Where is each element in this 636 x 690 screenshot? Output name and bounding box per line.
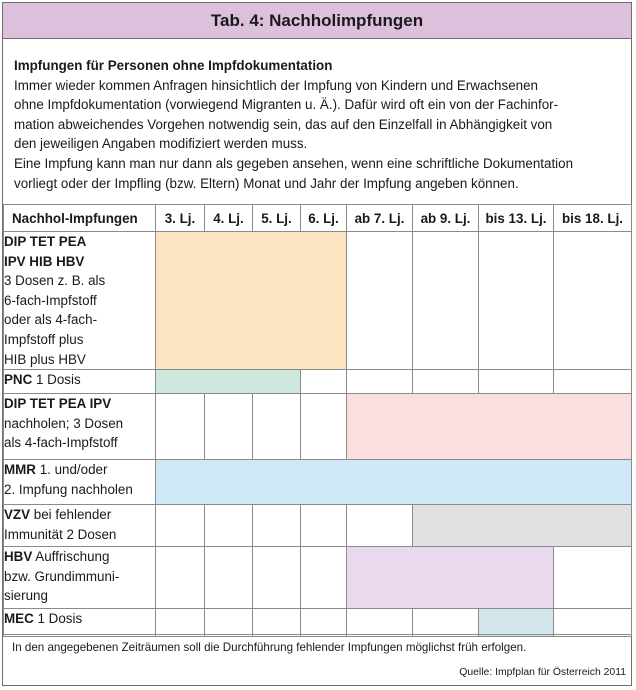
empty-cell: [253, 505, 301, 547]
row-label-first-line: [4, 370, 155, 390]
empty-cell: [479, 370, 554, 394]
empty-cell: [301, 370, 347, 394]
row-label-line: oder als 4-fach-: [4, 312, 98, 328]
table-row: [4, 370, 632, 394]
empty-cell: [156, 505, 205, 547]
row-label-vaccine: MEC: [4, 611, 34, 627]
empty-cell: [413, 370, 479, 394]
row-label-bold: DIP TET PEA IPV: [4, 396, 112, 412]
recommended-period-cell: [156, 460, 632, 505]
empty-cell: [156, 609, 205, 637]
table-row: [4, 505, 632, 547]
footnote-divider: [3, 634, 631, 635]
source-note: Quelle: Impfplan für Österreich 2011: [459, 667, 626, 678]
row-label-cell: [4, 394, 156, 460]
table-row: [4, 609, 632, 637]
header-cell-age: bis 13. Lj.: [479, 205, 554, 232]
row-label-line: Immunität 2 Dosen: [4, 526, 117, 542]
empty-cell: [301, 547, 347, 609]
empty-cell: [554, 547, 632, 609]
row-label-cell: [4, 547, 156, 609]
row-label-first-line: [4, 460, 155, 480]
recommended-period-cell: [156, 232, 347, 370]
empty-cell: [347, 232, 413, 370]
empty-cell: [205, 547, 253, 609]
row-label-cell: [4, 370, 156, 394]
table-body: [4, 232, 632, 637]
row-label-vaccine: MMR: [4, 462, 36, 478]
header-cell-age: 3. Lj.: [156, 205, 205, 232]
empty-cell: [301, 609, 347, 637]
header-cell-age: ab 9. Lj.: [413, 205, 479, 232]
empty-cell: [413, 609, 479, 637]
empty-cell: [554, 232, 632, 370]
empty-cell: [413, 232, 479, 370]
table-row: [4, 232, 632, 370]
row-label-line: nachholen; 3 Dosen: [4, 415, 124, 431]
intro-line: mation abweichendes Vorgehen notwendig sein, das auf den Einzelfall in Abhängigkeit von: [14, 116, 553, 132]
row-label-bold: DIP TET PEA: [4, 234, 87, 249]
row-label-line: bzw. Grundimmuni-: [4, 568, 120, 584]
row-label-first-line: [4, 609, 155, 629]
intro-heading: Impfungen für Personen ohne Impfdokumentation: [14, 58, 333, 73]
row-label-first-line: [4, 505, 155, 525]
header-cell-age: 5. Lj.: [253, 205, 301, 232]
intro-section: [14, 56, 626, 193]
empty-cell: [554, 370, 632, 394]
row-label-cell: [4, 505, 156, 547]
header-cell-label: Nachhol-Impfungen: [4, 205, 156, 232]
empty-cell: [156, 547, 205, 609]
recommended-period-cell: [479, 609, 554, 637]
row-label-line: 6-fach-Impfstoff: [4, 292, 97, 308]
row-label-text: 1 Dosis: [33, 611, 83, 627]
intro-line: Immer wieder kommen Anfragen hinsichtlich der Impfung von Kindern und Erwachsenen: [14, 77, 538, 93]
empty-cell: [205, 394, 253, 460]
empty-cell: [479, 232, 554, 370]
empty-cell: [347, 609, 413, 637]
empty-cell: [347, 505, 413, 547]
row-label-text: bei fehlender: [30, 507, 112, 523]
table-row: [4, 547, 632, 609]
intro-line: ohne Impfdokumentation (vorwiegend Migranten u. Ä.). Dafür wird oft ein von der Fachinfor-: [14, 97, 559, 113]
row-label-bold: IPV HIB HBV: [4, 253, 85, 269]
table-row: [4, 460, 632, 505]
row-label-line: HIB plus HBV: [4, 351, 86, 367]
recommended-period-cell: [156, 370, 301, 394]
header-cell-age: 6. Lj.: [301, 205, 347, 232]
row-label-text: 1 Dosis: [32, 372, 81, 388]
empty-cell: [554, 609, 632, 637]
row-label-line: als 4-fach-Impfstoff: [4, 435, 118, 451]
header-row: [4, 205, 632, 232]
row-label-first-line: [4, 547, 155, 567]
row-label-text: 1. und/oder: [35, 462, 108, 478]
table-row: [4, 394, 632, 460]
page-title: Tab. 4: Nachholimpfungen: [210, 10, 424, 30]
empty-cell: [205, 505, 253, 547]
row-label-line: 3 Dosen z. B. als: [4, 273, 106, 289]
header-cell-age: bis 18. Lj.: [554, 205, 632, 232]
empty-cell: [301, 394, 347, 460]
footnote: In den angegebenen Zeiträumen soll die Durchführung fehlender Impfungen möglichst früh erfolgen.: [12, 641, 527, 654]
row-label-cell: [4, 460, 156, 505]
recommended-period-cell: [347, 547, 554, 609]
row-label-line: Impfstoff plus: [4, 331, 84, 347]
title-bar: [3, 3, 631, 39]
row-label-vaccine: PNC: [4, 372, 33, 388]
empty-cell: [253, 609, 301, 637]
empty-cell: [156, 394, 205, 460]
row-label-cell: [4, 232, 156, 370]
intro-line: Eine Impfung kann man nur dann als gegeben ansehen, wenn eine schriftliche Dokumentation: [14, 155, 574, 171]
intro-line: vorliegt oder der Impfling (bzw. Eltern) Monat und Jahr der Impfung angeben können.: [14, 175, 519, 191]
empty-cell: [347, 370, 413, 394]
row-label-line: 2. Impfung nachholen: [4, 481, 133, 497]
row-label-vaccine: HBV: [4, 549, 33, 565]
recommended-period-cell: [347, 394, 632, 460]
intro-line: den jeweiligen Angaben modifiziert werden muss.: [14, 136, 308, 152]
header-cell-age: 4. Lj.: [205, 205, 253, 232]
vaccination-table: [3, 204, 632, 637]
row-label-text: Auffrischung: [32, 549, 110, 565]
row-label-vaccine: VZV: [4, 507, 31, 523]
empty-cell: [205, 609, 253, 637]
header-cell-age: ab 7. Lj.: [347, 205, 413, 232]
empty-cell: [253, 547, 301, 609]
row-label-cell: [4, 609, 156, 637]
empty-cell: [301, 505, 347, 547]
empty-cell: [253, 394, 301, 460]
recommended-period-cell: [413, 505, 632, 547]
row-label-line: sierung: [4, 588, 48, 604]
